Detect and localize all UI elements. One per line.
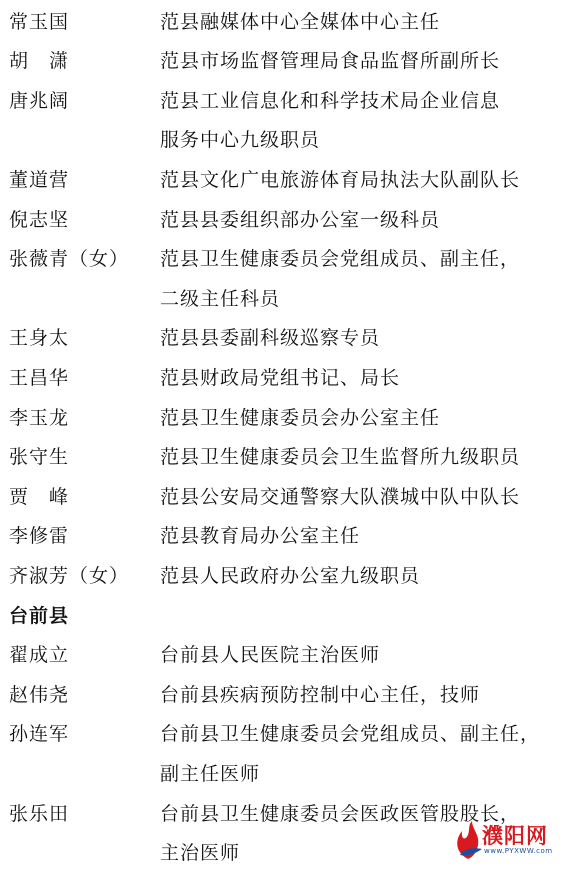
person-name: 李修雷	[9, 525, 70, 548]
person-name: 王昌华	[9, 366, 70, 389]
person-name: 贾 峰	[9, 485, 70, 508]
position-title: 范县县委组织部办公室一级科员	[160, 208, 441, 231]
position-title: 二级主任科员	[160, 287, 281, 310]
person-name: 翟成立	[9, 644, 70, 667]
position-title: 范县市场监督管理局食品监督所副所长	[160, 50, 501, 73]
person-name: 齐淑芳（女）	[9, 564, 130, 587]
person-name: 张薇青（女）	[9, 248, 130, 271]
person-name: 常玉国	[9, 10, 70, 33]
position-title: 范县卫生健康委员会党组成员、副主任，	[160, 248, 521, 271]
position-title: 范县财政局党组书记、局长	[160, 366, 401, 389]
person-name: 倪志坚	[9, 208, 70, 231]
watermark-logo	[450, 819, 560, 863]
watermark-brand: 濮阳网	[482, 824, 548, 848]
position-title: 范县文化广电旅游体育局执法大队副队长	[160, 168, 521, 191]
position-title: 台前县卫生健康委员会医政医管股股长，	[160, 802, 521, 825]
person-name: 张乐田	[9, 802, 70, 825]
position-title: 范县人民政府办公室九级职员	[160, 564, 421, 587]
person-name: 唐兆阔	[9, 89, 70, 112]
section-heading: 台前县	[9, 604, 70, 627]
position-title: 台前县疾病预防控制中心主任，技师	[160, 683, 481, 706]
position-title: 范县卫生健康委员会办公室主任	[160, 406, 441, 429]
watermark-url: www.PYXWW.com	[484, 847, 553, 855]
position-title: 台前县卫生健康委员会党组成员、副主任，	[160, 723, 541, 746]
person-name: 董道营	[9, 168, 70, 191]
position-title: 范县公安局交通警察大队濮城中队中队长	[160, 485, 521, 508]
person-name: 孙连军	[9, 723, 70, 746]
person-name: 张守生	[9, 446, 70, 469]
position-title: 范县融媒体中心全媒体中心主任	[160, 10, 441, 33]
position-title: 副主任医师	[160, 762, 261, 785]
position-title: 主治医师	[160, 842, 241, 865]
position-title: 服务中心九级职员	[160, 129, 321, 152]
flame-logo-icon	[450, 819, 486, 863]
position-title: 范县卫生健康委员会卫生监督所九级职员	[160, 446, 521, 469]
position-title: 台前县人民医院主治医师	[160, 644, 381, 667]
position-title: 范县工业信息化和科学技术局企业信息	[160, 89, 501, 112]
position-title: 范县教育局办公室主任	[160, 525, 361, 548]
person-name: 胡 潇	[9, 50, 70, 73]
position-title: 范县县委副科级巡察专员	[160, 327, 381, 350]
person-name: 王身太	[9, 327, 70, 350]
person-name: 李玉龙	[9, 406, 70, 429]
person-name: 赵伟尧	[9, 683, 70, 706]
